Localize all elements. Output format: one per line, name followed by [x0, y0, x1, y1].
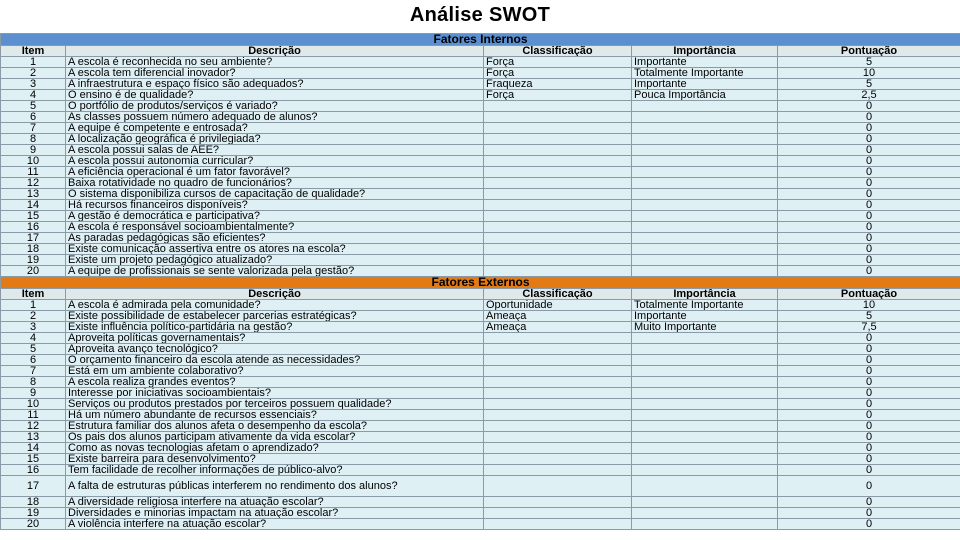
- cell-classification: [484, 178, 632, 189]
- cell-description: Como as novas tecnologias afetam o aprendizado?: [66, 443, 484, 454]
- section-header: [1, 277, 960, 289]
- cell-classification: [484, 112, 632, 123]
- cell-score: 0: [778, 366, 960, 377]
- column-header: Descrição: [66, 289, 484, 300]
- cell-item: 6: [1, 355, 66, 366]
- cell-score: 2,5: [778, 90, 960, 101]
- cell-classification: [484, 432, 632, 443]
- cell-description: A infraestrutura e espaço físico são adequados?: [66, 79, 484, 90]
- cell-description: Aproveita avanço tecnológico?: [66, 344, 484, 355]
- table-row: [1, 211, 960, 222]
- cell-classification: [484, 519, 632, 530]
- cell-score: 5: [778, 311, 960, 322]
- cell-classification: Força: [484, 90, 632, 101]
- cell-description: Existe um projeto pedagógico atualizado?: [66, 255, 484, 266]
- table-row: [1, 322, 960, 333]
- table-row: [1, 255, 960, 266]
- cell-description: Há recursos financeiros disponíveis?: [66, 200, 484, 211]
- table-row: [1, 222, 960, 233]
- table-row: [1, 79, 960, 90]
- cell-score: 0: [778, 454, 960, 465]
- cell-importance: [632, 211, 778, 222]
- cell-description: Interesse por iniciativas socioambientais?: [66, 388, 484, 399]
- column-header: Item: [1, 46, 66, 57]
- cell-importance: Muito Importante: [632, 322, 778, 333]
- table-row: [1, 233, 960, 244]
- cell-description: A diversidade religiosa interfere na atuação escolar?: [66, 497, 484, 508]
- section-header: [1, 34, 960, 46]
- cell-description: A violência interfere na atuação escolar?: [66, 519, 484, 530]
- cell-score: 0: [778, 222, 960, 233]
- cell-item: 12: [1, 178, 66, 189]
- cell-importance: [632, 366, 778, 377]
- cell-classification: [484, 134, 632, 145]
- cell-classification: [484, 200, 632, 211]
- cell-description: A escola realiza grandes eventos?: [66, 377, 484, 388]
- cell-importance: [632, 421, 778, 432]
- cell-classification: Ameaça: [484, 311, 632, 322]
- cell-score: 0: [778, 123, 960, 134]
- cell-item: 10: [1, 156, 66, 167]
- cell-classification: [484, 497, 632, 508]
- cell-item: 4: [1, 333, 66, 344]
- column-header: Importância: [632, 289, 778, 300]
- cell-item: 4: [1, 90, 66, 101]
- cell-item: 15: [1, 454, 66, 465]
- cell-classification: [484, 366, 632, 377]
- cell-importance: [632, 454, 778, 465]
- cell-score: 0: [778, 388, 960, 399]
- cell-classification: [484, 211, 632, 222]
- column-header: Classificação: [484, 46, 632, 57]
- cell-description: A escola possui salas de AEE?: [66, 145, 484, 156]
- cell-item: 18: [1, 497, 66, 508]
- cell-importance: [632, 222, 778, 233]
- cell-classification: [484, 123, 632, 134]
- cell-description: A escola possui autonomia curricular?: [66, 156, 484, 167]
- cell-description: Estrutura familiar dos alunos afeta o desempenho da escola?: [66, 421, 484, 432]
- cell-description: Está em um ambiente colaborativo?: [66, 366, 484, 377]
- column-header: Importância: [632, 46, 778, 57]
- cell-item: 19: [1, 508, 66, 519]
- cell-score: 0: [778, 156, 960, 167]
- cell-description: Diversidades e minorias impactam na atuação escolar?: [66, 508, 484, 519]
- table-row: [1, 178, 960, 189]
- cell-item: 7: [1, 123, 66, 134]
- table-row: [1, 266, 960, 277]
- cell-importance: [632, 178, 778, 189]
- cell-classification: [484, 233, 632, 244]
- cell-description: O orçamento financeiro da escola atende as necessidades?: [66, 355, 484, 366]
- cell-item: 8: [1, 377, 66, 388]
- cell-classification: [484, 255, 632, 266]
- cell-classification: [484, 454, 632, 465]
- cell-description: O ensino é de qualidade?: [66, 90, 484, 101]
- cell-item: 9: [1, 388, 66, 399]
- cell-score: 5: [778, 79, 960, 90]
- cell-description: Há um número abundante de recursos essenciais?: [66, 410, 484, 421]
- cell-importance: [632, 388, 778, 399]
- cell-score: 0: [778, 497, 960, 508]
- cell-description: Existe influência político-partidária na gestão?: [66, 322, 484, 333]
- cell-importance: Totalmente Importante: [632, 300, 778, 311]
- cell-importance: [632, 410, 778, 421]
- cell-description: Baixa rotatividade no quadro de funcionários?: [66, 178, 484, 189]
- cell-importance: [632, 465, 778, 476]
- cell-score: 0: [778, 244, 960, 255]
- column-header: Classificação: [484, 289, 632, 300]
- cell-importance: [632, 497, 778, 508]
- cell-description: A equipe de profissionais se sente valorizada pela gestão?: [66, 266, 484, 277]
- cell-description: A escola é responsável socioambientalmente?: [66, 222, 484, 233]
- column-header: Pontuação: [778, 289, 960, 300]
- table-row: [1, 344, 960, 355]
- cell-item: 16: [1, 465, 66, 476]
- cell-score: 0: [778, 333, 960, 344]
- cell-item: 18: [1, 244, 66, 255]
- cell-classification: [484, 399, 632, 410]
- cell-score: 0: [778, 432, 960, 443]
- cell-importance: Importante: [632, 57, 778, 68]
- cell-score: 7,5: [778, 322, 960, 333]
- cell-item: 20: [1, 519, 66, 530]
- cell-classification: Força: [484, 68, 632, 79]
- cell-classification: [484, 145, 632, 156]
- table-row: [1, 134, 960, 145]
- table-row: [1, 519, 960, 530]
- cell-score: 0: [778, 233, 960, 244]
- cell-score: 0: [778, 200, 960, 211]
- table-row: [1, 377, 960, 388]
- table-row: [1, 200, 960, 211]
- table-row: [1, 388, 960, 399]
- cell-item: 19: [1, 255, 66, 266]
- cell-description: As paradas pedagógicas são eficientes?: [66, 233, 484, 244]
- cell-importance: Importante: [632, 311, 778, 322]
- cell-importance: [632, 443, 778, 454]
- cell-description: Existe possibilidade de estabelecer parcerias estratégicas?: [66, 311, 484, 322]
- cell-description: A escola é reconhecida no seu ambiente?: [66, 57, 484, 68]
- cell-item: 3: [1, 79, 66, 90]
- table-row: [1, 123, 960, 134]
- table-row: [1, 145, 960, 156]
- column-header: Descrição: [66, 46, 484, 57]
- cell-classification: [484, 266, 632, 277]
- cell-item: 2: [1, 68, 66, 79]
- cell-score: 0: [778, 377, 960, 388]
- cell-importance: [632, 399, 778, 410]
- cell-description: Serviços ou produtos prestados por terceiros possuem qualidade?: [66, 399, 484, 410]
- cell-importance: [632, 123, 778, 134]
- cell-score: 0: [778, 101, 960, 112]
- cell-score: 0: [778, 465, 960, 476]
- cell-classification: [484, 443, 632, 454]
- cell-classification: [484, 101, 632, 112]
- table-row: [1, 366, 960, 377]
- cell-item: 16: [1, 222, 66, 233]
- cell-score: 0: [778, 211, 960, 222]
- cell-score: 0: [778, 421, 960, 432]
- table-row: [1, 497, 960, 508]
- cell-score: 10: [778, 300, 960, 311]
- table-row: [1, 432, 960, 443]
- cell-description: Aproveita políticas governamentais?: [66, 333, 484, 344]
- table-row: [1, 112, 960, 123]
- table-row: [1, 465, 960, 476]
- table-row: [1, 508, 960, 519]
- cell-item: 7: [1, 366, 66, 377]
- cell-description: A escola tem diferencial inovador?: [66, 68, 484, 79]
- cell-classification: [484, 476, 632, 497]
- cell-importance: [632, 244, 778, 255]
- cell-importance: Pouca Importância: [632, 90, 778, 101]
- cell-classification: [484, 344, 632, 355]
- cell-description: A escola é admirada pela comunidade?: [66, 300, 484, 311]
- cell-score: 0: [778, 167, 960, 178]
- cell-item: 10: [1, 399, 66, 410]
- cell-classification: [484, 377, 632, 388]
- cell-importance: [632, 508, 778, 519]
- cell-classification: [484, 410, 632, 421]
- cell-classification: [484, 355, 632, 366]
- cell-score: 0: [778, 178, 960, 189]
- table-row: [1, 311, 960, 322]
- cell-importance: [632, 476, 778, 497]
- cell-score: 0: [778, 410, 960, 421]
- cell-classification: Força: [484, 57, 632, 68]
- table-row: [1, 101, 960, 112]
- cell-description: O sistema disponibiliza cursos de capacitação de qualidade?: [66, 189, 484, 200]
- cell-importance: [632, 377, 778, 388]
- cell-score: 0: [778, 355, 960, 366]
- column-header-row: [1, 289, 960, 300]
- cell-item: 5: [1, 344, 66, 355]
- cell-classification: [484, 244, 632, 255]
- cell-item: 14: [1, 200, 66, 211]
- cell-classification: Oportunidade: [484, 300, 632, 311]
- cell-importance: [632, 233, 778, 244]
- cell-description: Tem facilidade de recolher informações de público-alvo?: [66, 465, 484, 476]
- cell-classification: [484, 465, 632, 476]
- table-row: [1, 90, 960, 101]
- cell-importance: [632, 266, 778, 277]
- cell-description: A falta de estruturas públicas interferem no rendimento dos alunos?: [66, 476, 484, 497]
- table-row: [1, 68, 960, 79]
- cell-item: 1: [1, 57, 66, 68]
- cell-item: 9: [1, 145, 66, 156]
- cell-item: 5: [1, 101, 66, 112]
- cell-item: 2: [1, 311, 66, 322]
- table-row: [1, 189, 960, 200]
- cell-importance: [632, 255, 778, 266]
- cell-importance: [632, 145, 778, 156]
- cell-description: Existe comunicação assertiva entre os atores na escola?: [66, 244, 484, 255]
- cell-score: 0: [778, 344, 960, 355]
- cell-importance: Importante: [632, 79, 778, 90]
- cell-score: 0: [778, 443, 960, 454]
- cell-item: 20: [1, 266, 66, 277]
- cell-classification: Ameaça: [484, 322, 632, 333]
- cell-classification: Fraqueza: [484, 79, 632, 90]
- swot-table: [0, 33, 960, 530]
- table-row: [1, 167, 960, 178]
- table-row: [1, 454, 960, 465]
- cell-description: A eficiência operacional é um fator favorável?: [66, 167, 484, 178]
- cell-classification: [484, 189, 632, 200]
- cell-score: 0: [778, 266, 960, 277]
- section-title: Fatores Externos: [1, 277, 960, 289]
- cell-description: Existe barreira para desenvolvimento?: [66, 454, 484, 465]
- cell-item: 13: [1, 432, 66, 443]
- column-header: Pontuação: [778, 46, 960, 57]
- table-row: [1, 476, 960, 497]
- table-row: [1, 399, 960, 410]
- cell-classification: [484, 388, 632, 399]
- cell-score: 0: [778, 519, 960, 530]
- cell-description: As classes possuem número adequado de alunos?: [66, 112, 484, 123]
- cell-score: 0: [778, 399, 960, 410]
- table-row: [1, 410, 960, 421]
- table-row: [1, 300, 960, 311]
- cell-importance: [632, 156, 778, 167]
- cell-importance: [632, 189, 778, 200]
- cell-item: 13: [1, 189, 66, 200]
- cell-classification: [484, 421, 632, 432]
- cell-item: 17: [1, 476, 66, 497]
- cell-classification: [484, 333, 632, 344]
- cell-importance: [632, 432, 778, 443]
- cell-score: 0: [778, 508, 960, 519]
- cell-importance: [632, 134, 778, 145]
- cell-score: 0: [778, 476, 960, 497]
- cell-item: 14: [1, 443, 66, 454]
- cell-importance: [632, 519, 778, 530]
- table-row: [1, 156, 960, 167]
- cell-description: Os pais dos alunos participam ativamente da vida escolar?: [66, 432, 484, 443]
- cell-item: 8: [1, 134, 66, 145]
- page-title: Análise SWOT: [409, 4, 551, 26]
- cell-score: 0: [778, 112, 960, 123]
- cell-description: O portfólio de produtos/serviços é variado?: [66, 101, 484, 112]
- column-header-row: [1, 46, 960, 57]
- cell-score: 5: [778, 57, 960, 68]
- cell-item: 3: [1, 322, 66, 333]
- cell-item: 11: [1, 410, 66, 421]
- table-row: [1, 421, 960, 432]
- cell-item: 15: [1, 211, 66, 222]
- cell-item: 11: [1, 167, 66, 178]
- cell-description: A gestão é democrática e participativa?: [66, 211, 484, 222]
- cell-importance: Totalmente Importante: [632, 68, 778, 79]
- cell-score: 0: [778, 134, 960, 145]
- cell-importance: [632, 167, 778, 178]
- cell-classification: [484, 167, 632, 178]
- table-row: [1, 333, 960, 344]
- cell-item: 12: [1, 421, 66, 432]
- table-row: [1, 443, 960, 454]
- cell-item: 1: [1, 300, 66, 311]
- table-row: [1, 57, 960, 68]
- section-title: Fatores Internos: [1, 34, 960, 46]
- cell-importance: [632, 355, 778, 366]
- swot-table-body: [1, 34, 960, 530]
- table-row: [1, 244, 960, 255]
- cell-item: 6: [1, 112, 66, 123]
- cell-score: 10: [778, 68, 960, 79]
- cell-item: 17: [1, 233, 66, 244]
- cell-importance: [632, 344, 778, 355]
- column-header: Item: [1, 289, 66, 300]
- cell-importance: [632, 112, 778, 123]
- cell-description: A localização geográfica é privilegiada?: [66, 134, 484, 145]
- cell-importance: [632, 101, 778, 112]
- cell-importance: [632, 333, 778, 344]
- cell-score: 0: [778, 189, 960, 200]
- cell-importance: [632, 200, 778, 211]
- table-row: [1, 355, 960, 366]
- cell-description: A equipe é competente e entrosada?: [66, 123, 484, 134]
- cell-classification: [484, 222, 632, 233]
- cell-classification: [484, 508, 632, 519]
- cell-classification: [484, 156, 632, 167]
- cell-score: 0: [778, 145, 960, 156]
- cell-score: 0: [778, 255, 960, 266]
